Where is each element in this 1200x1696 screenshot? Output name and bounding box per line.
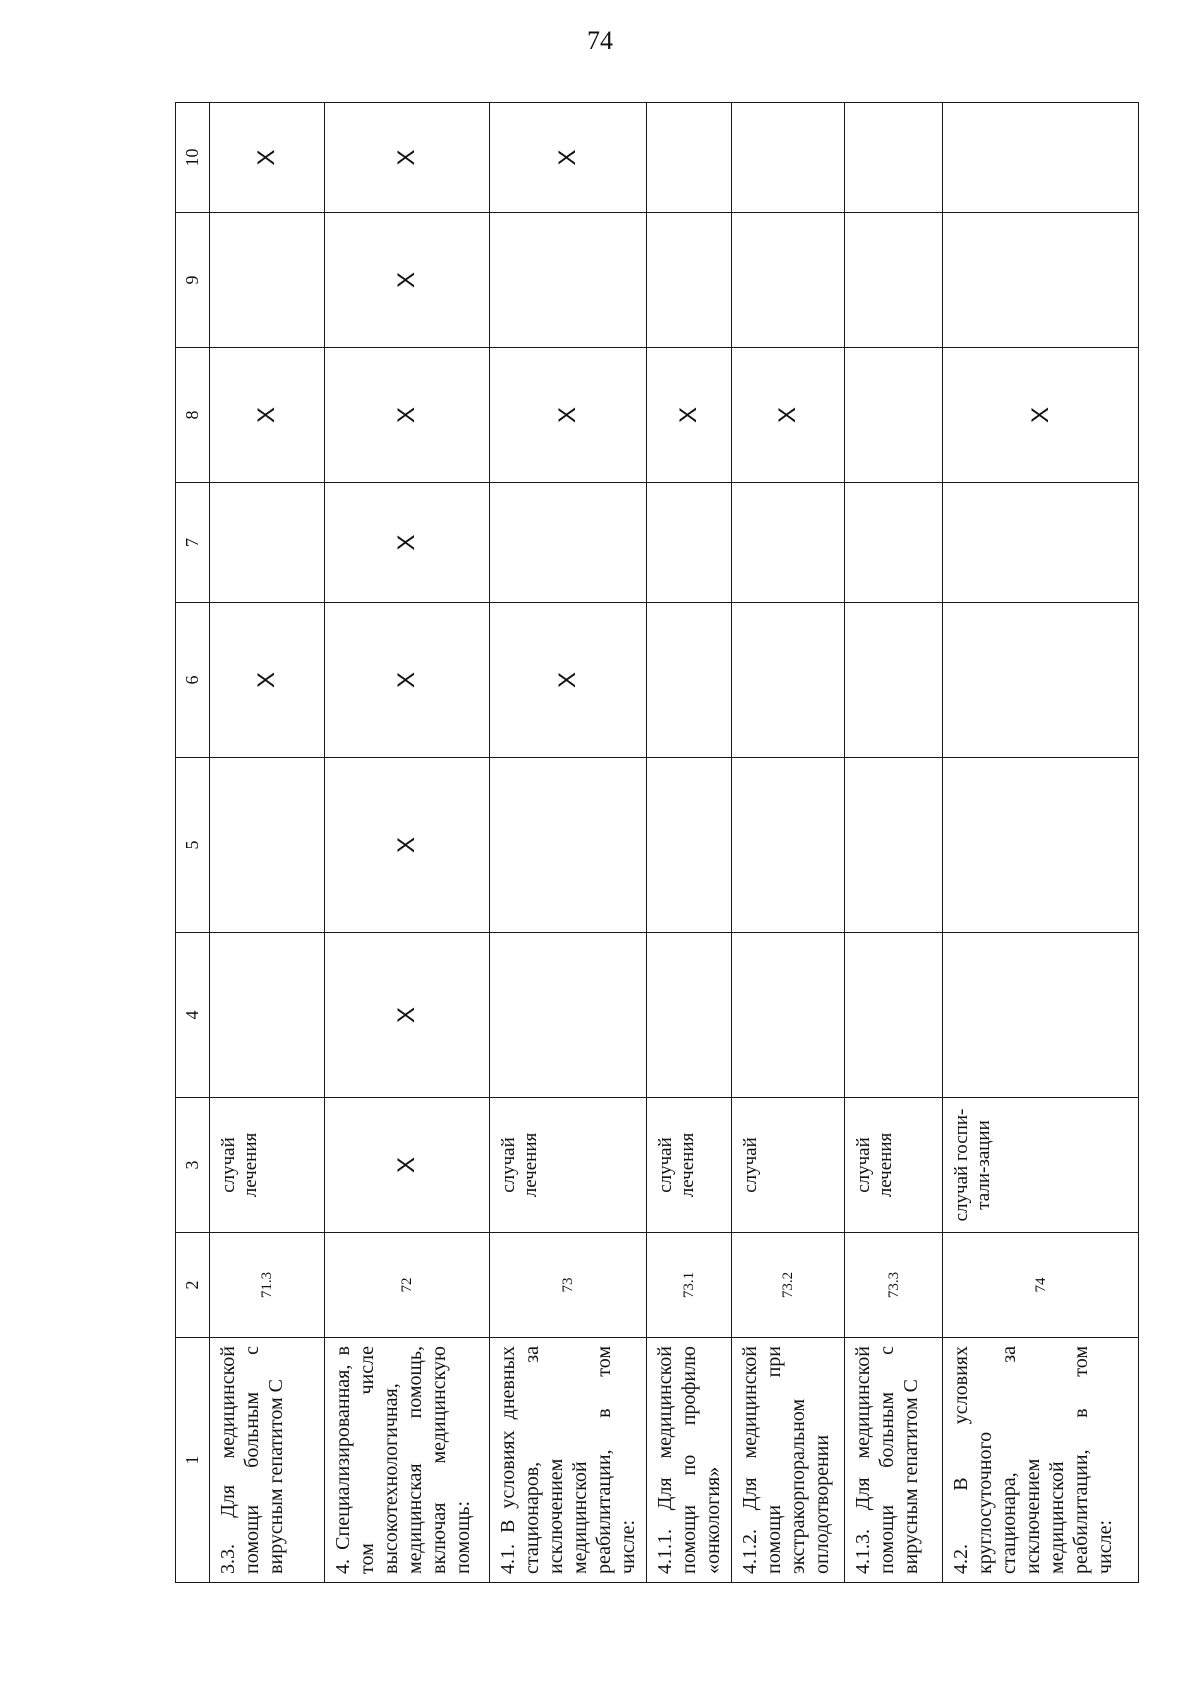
cell-col8: X bbox=[647, 348, 732, 483]
column-header: 9 bbox=[176, 213, 210, 348]
cell-col8: X bbox=[210, 348, 325, 483]
column-header: 7 bbox=[176, 483, 210, 603]
row-label: 4. Специализированная, в том числе высокотехнологичная, медицинская помощь, включая медицинскую помощь: bbox=[325, 1338, 490, 1583]
cell-col5 bbox=[490, 758, 647, 933]
column-header: 4 bbox=[176, 933, 210, 1098]
table-row bbox=[210, 103, 325, 1583]
row-label: 4.1.1. Для медицинской помощи по профилю «онкология» bbox=[647, 1338, 732, 1583]
cell-col4: X bbox=[325, 933, 490, 1098]
row-label: 4.1.3. Для медицинской помощи больным с вирусным гепатитом С bbox=[845, 1338, 943, 1583]
row-code: 73 bbox=[490, 1233, 647, 1338]
row-unit: случай лечения bbox=[490, 1098, 647, 1233]
cell-col7 bbox=[845, 483, 943, 603]
cell-col10: X bbox=[210, 103, 325, 213]
cell-col9 bbox=[210, 213, 325, 348]
cell-col7 bbox=[732, 483, 845, 603]
cell-col10 bbox=[845, 103, 943, 213]
cell-col5 bbox=[647, 758, 732, 933]
cell-col8: X bbox=[325, 348, 490, 483]
cell-col7 bbox=[210, 483, 325, 603]
cell-col9 bbox=[732, 213, 845, 348]
table-frame bbox=[175, 103, 1120, 1583]
column-header: 6 bbox=[176, 603, 210, 758]
cell-col4 bbox=[210, 933, 325, 1098]
cell-col6 bbox=[732, 603, 845, 758]
cell-col6: X bbox=[210, 603, 325, 758]
row-unit: случай лечения bbox=[845, 1098, 943, 1233]
cell-col6: X bbox=[490, 603, 647, 758]
cell-col6: X bbox=[325, 603, 490, 758]
cell-col4 bbox=[647, 933, 732, 1098]
row-label: 4.1. В условиях дневных стационаров, за исключением медицинской реабилитации, в том числе: bbox=[490, 1338, 647, 1583]
column-header: 5 bbox=[176, 758, 210, 933]
rotated-table-container bbox=[175, 103, 1120, 1583]
row-code: 73.3 bbox=[845, 1233, 943, 1338]
row-code: 73.1 bbox=[647, 1233, 732, 1338]
cell-col7 bbox=[647, 483, 732, 603]
cell-col8: X bbox=[732, 348, 845, 483]
cell-col4 bbox=[732, 933, 845, 1098]
table-row bbox=[943, 103, 1139, 1583]
table-row bbox=[490, 103, 647, 1583]
cell-col9 bbox=[845, 213, 943, 348]
row-code: 73.2 bbox=[732, 1233, 845, 1338]
row-unit: случай лечения bbox=[647, 1098, 732, 1233]
row-code: 74 bbox=[943, 1233, 1139, 1338]
row-code: 71.3 bbox=[210, 1233, 325, 1338]
page-number: 74 bbox=[587, 26, 613, 55]
header-row bbox=[176, 103, 210, 1583]
cell-col9 bbox=[490, 213, 647, 348]
cell-col7 bbox=[490, 483, 647, 603]
cell-col5 bbox=[210, 758, 325, 933]
cell-col7 bbox=[943, 483, 1139, 603]
cell-col8: X bbox=[490, 348, 647, 483]
cell-col10: X bbox=[325, 103, 490, 213]
column-header: 8 bbox=[176, 348, 210, 483]
row-label: 4.2. В условиях круглосуточного стационара, за исключением медицинской реабилитации, в том числе: bbox=[943, 1338, 1139, 1583]
cell-col5: X bbox=[325, 758, 490, 933]
table-row bbox=[325, 103, 490, 1583]
cell-col6 bbox=[943, 603, 1139, 758]
row-unit: случай bbox=[732, 1098, 845, 1233]
cell-col9 bbox=[943, 213, 1139, 348]
table-row bbox=[647, 103, 732, 1583]
table-row bbox=[845, 103, 943, 1583]
column-header: 2 bbox=[176, 1233, 210, 1338]
cell-col10 bbox=[647, 103, 732, 213]
row-code: 72 bbox=[325, 1233, 490, 1338]
row-unit: X bbox=[325, 1098, 490, 1233]
row-label: 4.1.2. Для медицинской помощи при экстракорпоральном оплодотворении bbox=[732, 1338, 845, 1583]
cell-col7: X bbox=[325, 483, 490, 603]
column-header: 10 bbox=[176, 103, 210, 213]
cell-col10 bbox=[943, 103, 1139, 213]
column-header: 3 bbox=[176, 1098, 210, 1233]
cell-col10: X bbox=[490, 103, 647, 213]
data-table bbox=[175, 102, 1139, 1583]
row-unit: случай лечения bbox=[210, 1098, 325, 1233]
cell-col5 bbox=[943, 758, 1139, 933]
cell-col6 bbox=[647, 603, 732, 758]
table-row bbox=[732, 103, 845, 1583]
cell-col4 bbox=[943, 933, 1139, 1098]
cell-col8: X bbox=[943, 348, 1139, 483]
cell-col5 bbox=[732, 758, 845, 933]
cell-col5 bbox=[845, 758, 943, 933]
cell-col10 bbox=[732, 103, 845, 213]
cell-col4 bbox=[490, 933, 647, 1098]
column-header: 1 bbox=[176, 1338, 210, 1583]
row-unit: случай госпи-тали-зации bbox=[943, 1098, 1139, 1233]
row-label: 3.3. Для медицинской помощи больным с вирусным гепатитом С bbox=[210, 1338, 325, 1583]
cell-col9: X bbox=[325, 213, 490, 348]
cell-col4 bbox=[845, 933, 943, 1098]
cell-col6 bbox=[845, 603, 943, 758]
cell-col8 bbox=[845, 348, 943, 483]
cell-col9 bbox=[647, 213, 732, 348]
